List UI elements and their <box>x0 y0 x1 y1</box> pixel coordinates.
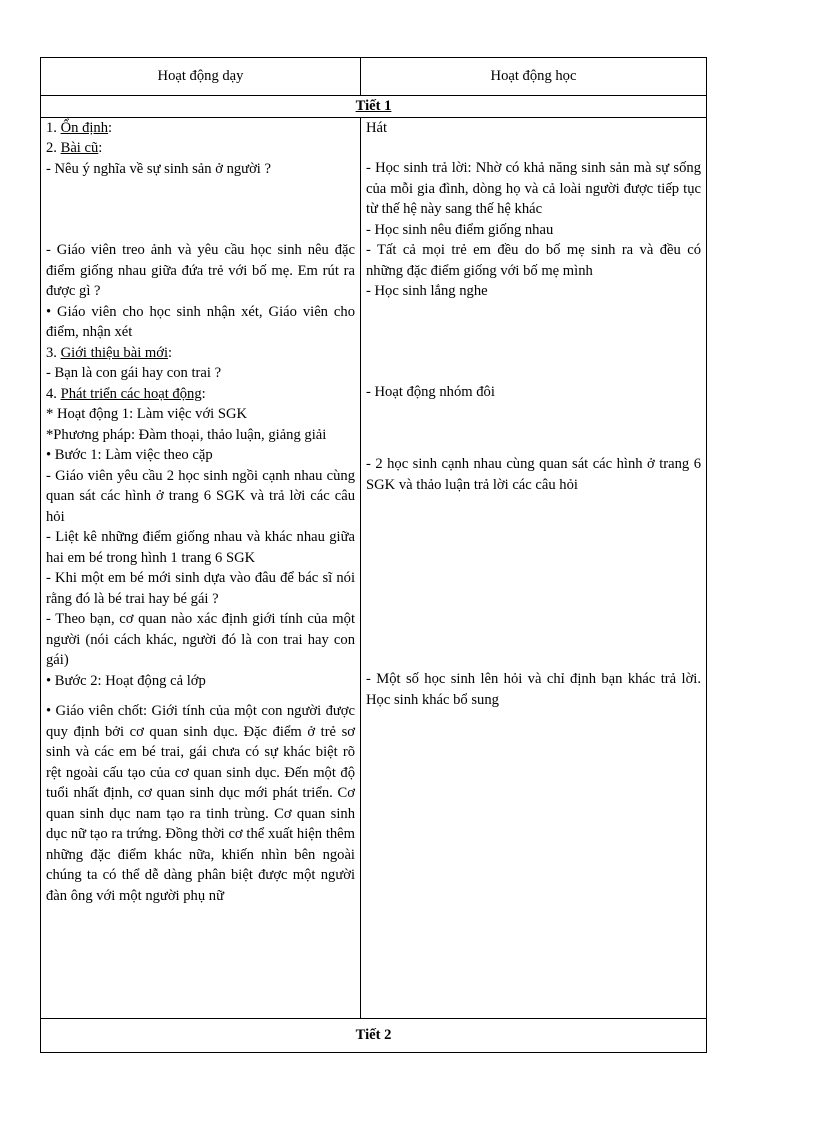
question-organ: - Theo bạn, cơ quan nào xác định giới tính của một người (nói cách khác, người đó là con trai hay con gái) <box>46 611 355 668</box>
step-1: • Bước 1: Làm việc theo cặp <box>46 447 213 463</box>
item-bai-cu: 2. Bài cũ: <box>46 140 103 156</box>
answer-quan-sat: - 2 học sinh cạnh nhau cùng quan sát các hình ở trang 6 SGK và thảo luận trả lời các câu hỏi <box>366 456 701 493</box>
section-row-2 <box>41 1018 707 1052</box>
teacher-evaluates: • Giáo viên cho học sinh nhận xét, Giáo viên cho điểm, nhận xét <box>46 303 355 340</box>
student-activity-cell <box>361 117 707 1018</box>
question-gender: - Bạn là con gái hay con trai ? <box>46 365 222 381</box>
method-line: *Phương pháp: Đàm thoại, thảo luận, giảng giải <box>46 426 327 443</box>
step-2: • Bước 2: Hoạt động cả lớp <box>46 672 206 689</box>
question-list-similarities: - Liệt kê những điểm giống nhau và khác nhau giữa hai em bé trong hình 1 trang 6 SGK <box>46 529 355 566</box>
content-row <box>41 117 707 1018</box>
teacher-conclusion: • Giáo viên chốt: Giới tính của một con người được quy định bởi cơ quan sinh dục. Đặc điểm ở trẻ sơ sinh và các em bé trai, gái chưa có sự khác biệt rõ rệt ngoài cấu tạo của cơ quan sinh dục. Đến một độ tuổi nhất định, cơ quan sinh dục mới phát triển. Cơ quan sinh dục nam tạo ra tinh trùng. Cơ quan sinh dục nữ tạo ra trứng. Đồng thời cơ thể xuất hiện thêm những đặc điểm khác nữa, khiến nhìn bên ngoài chúng ta có thể dễ dàng phân biệt được một người đàn ông với một người phụ nữ <box>46 703 355 904</box>
teacher-activity-cell <box>41 117 361 1018</box>
section-title-2: Tiết 2 <box>41 1018 707 1052</box>
answer-bo-me: - Tất cả mọi trẻ em đều do bố mẹ sinh ra và đều có những đặc điểm giống với bố mẹ mình <box>366 242 701 279</box>
question-y-nghia: - Nêu ý nghĩa về sự sinh sản ở người ? <box>46 160 271 177</box>
lesson-plan-table <box>40 57 707 1053</box>
answer-lang-nghe: - Học sinh lắng nghe <box>366 283 488 299</box>
answer-hat: Hát <box>366 119 388 136</box>
question-newborn: - Khi một em bé mới sinh dựa vào đâu để bác sĩ nói rằng đó là bé trai hay bé gái ? <box>46 570 355 607</box>
teacher-shows-pictures: - Giáo viên treo ảnh và yêu cầu học sinh nêu đặc điểm giống nhau giữa đứa trẻ với bố mẹ. Em rút ra được gì ? <box>46 242 355 299</box>
column-header-learning: Hoạt động học <box>361 58 707 96</box>
teacher-pair-task: - Giáo viên yêu cầu 2 học sinh ngồi cạnh nhau cùng quan sát các hình ở trang 6 SGK và trả lời các câu hỏi <box>46 467 355 525</box>
answer-giong-nhau: - Học sinh nêu điểm giống nhau <box>366 221 554 238</box>
item-on-dinh: 1. Ổn định: <box>46 119 113 136</box>
item-phat-trien: 4. Phát triển các hoạt động: <box>46 385 206 402</box>
item-gioi-thieu: 3. Giới thiệu bài mới: <box>46 344 173 361</box>
section-row-1 <box>41 96 707 118</box>
activity-1-title: * Hoạt động 1: Làm việc với SGK <box>46 406 248 422</box>
column-header-teaching: Hoạt động dạy <box>41 58 361 96</box>
answer-len-hoi: - Một số học sinh lên hỏi và chỉ định bạn khác trả lời. Học sinh khác bổ sung <box>366 671 701 708</box>
answer-sinh-san: - Học sinh trả lời: Nhờ có khả năng sinh sản mà sự sống của mỗi gia đình, dòng họ và cả loài người được tiếp tục từ thế hệ này sang thế hệ khác <box>366 160 701 217</box>
column-header-row <box>41 58 707 96</box>
answer-nhom-doi: - Hoạt động nhóm đôi <box>366 383 495 400</box>
section-title-1: Tiết 1 <box>355 98 392 114</box>
